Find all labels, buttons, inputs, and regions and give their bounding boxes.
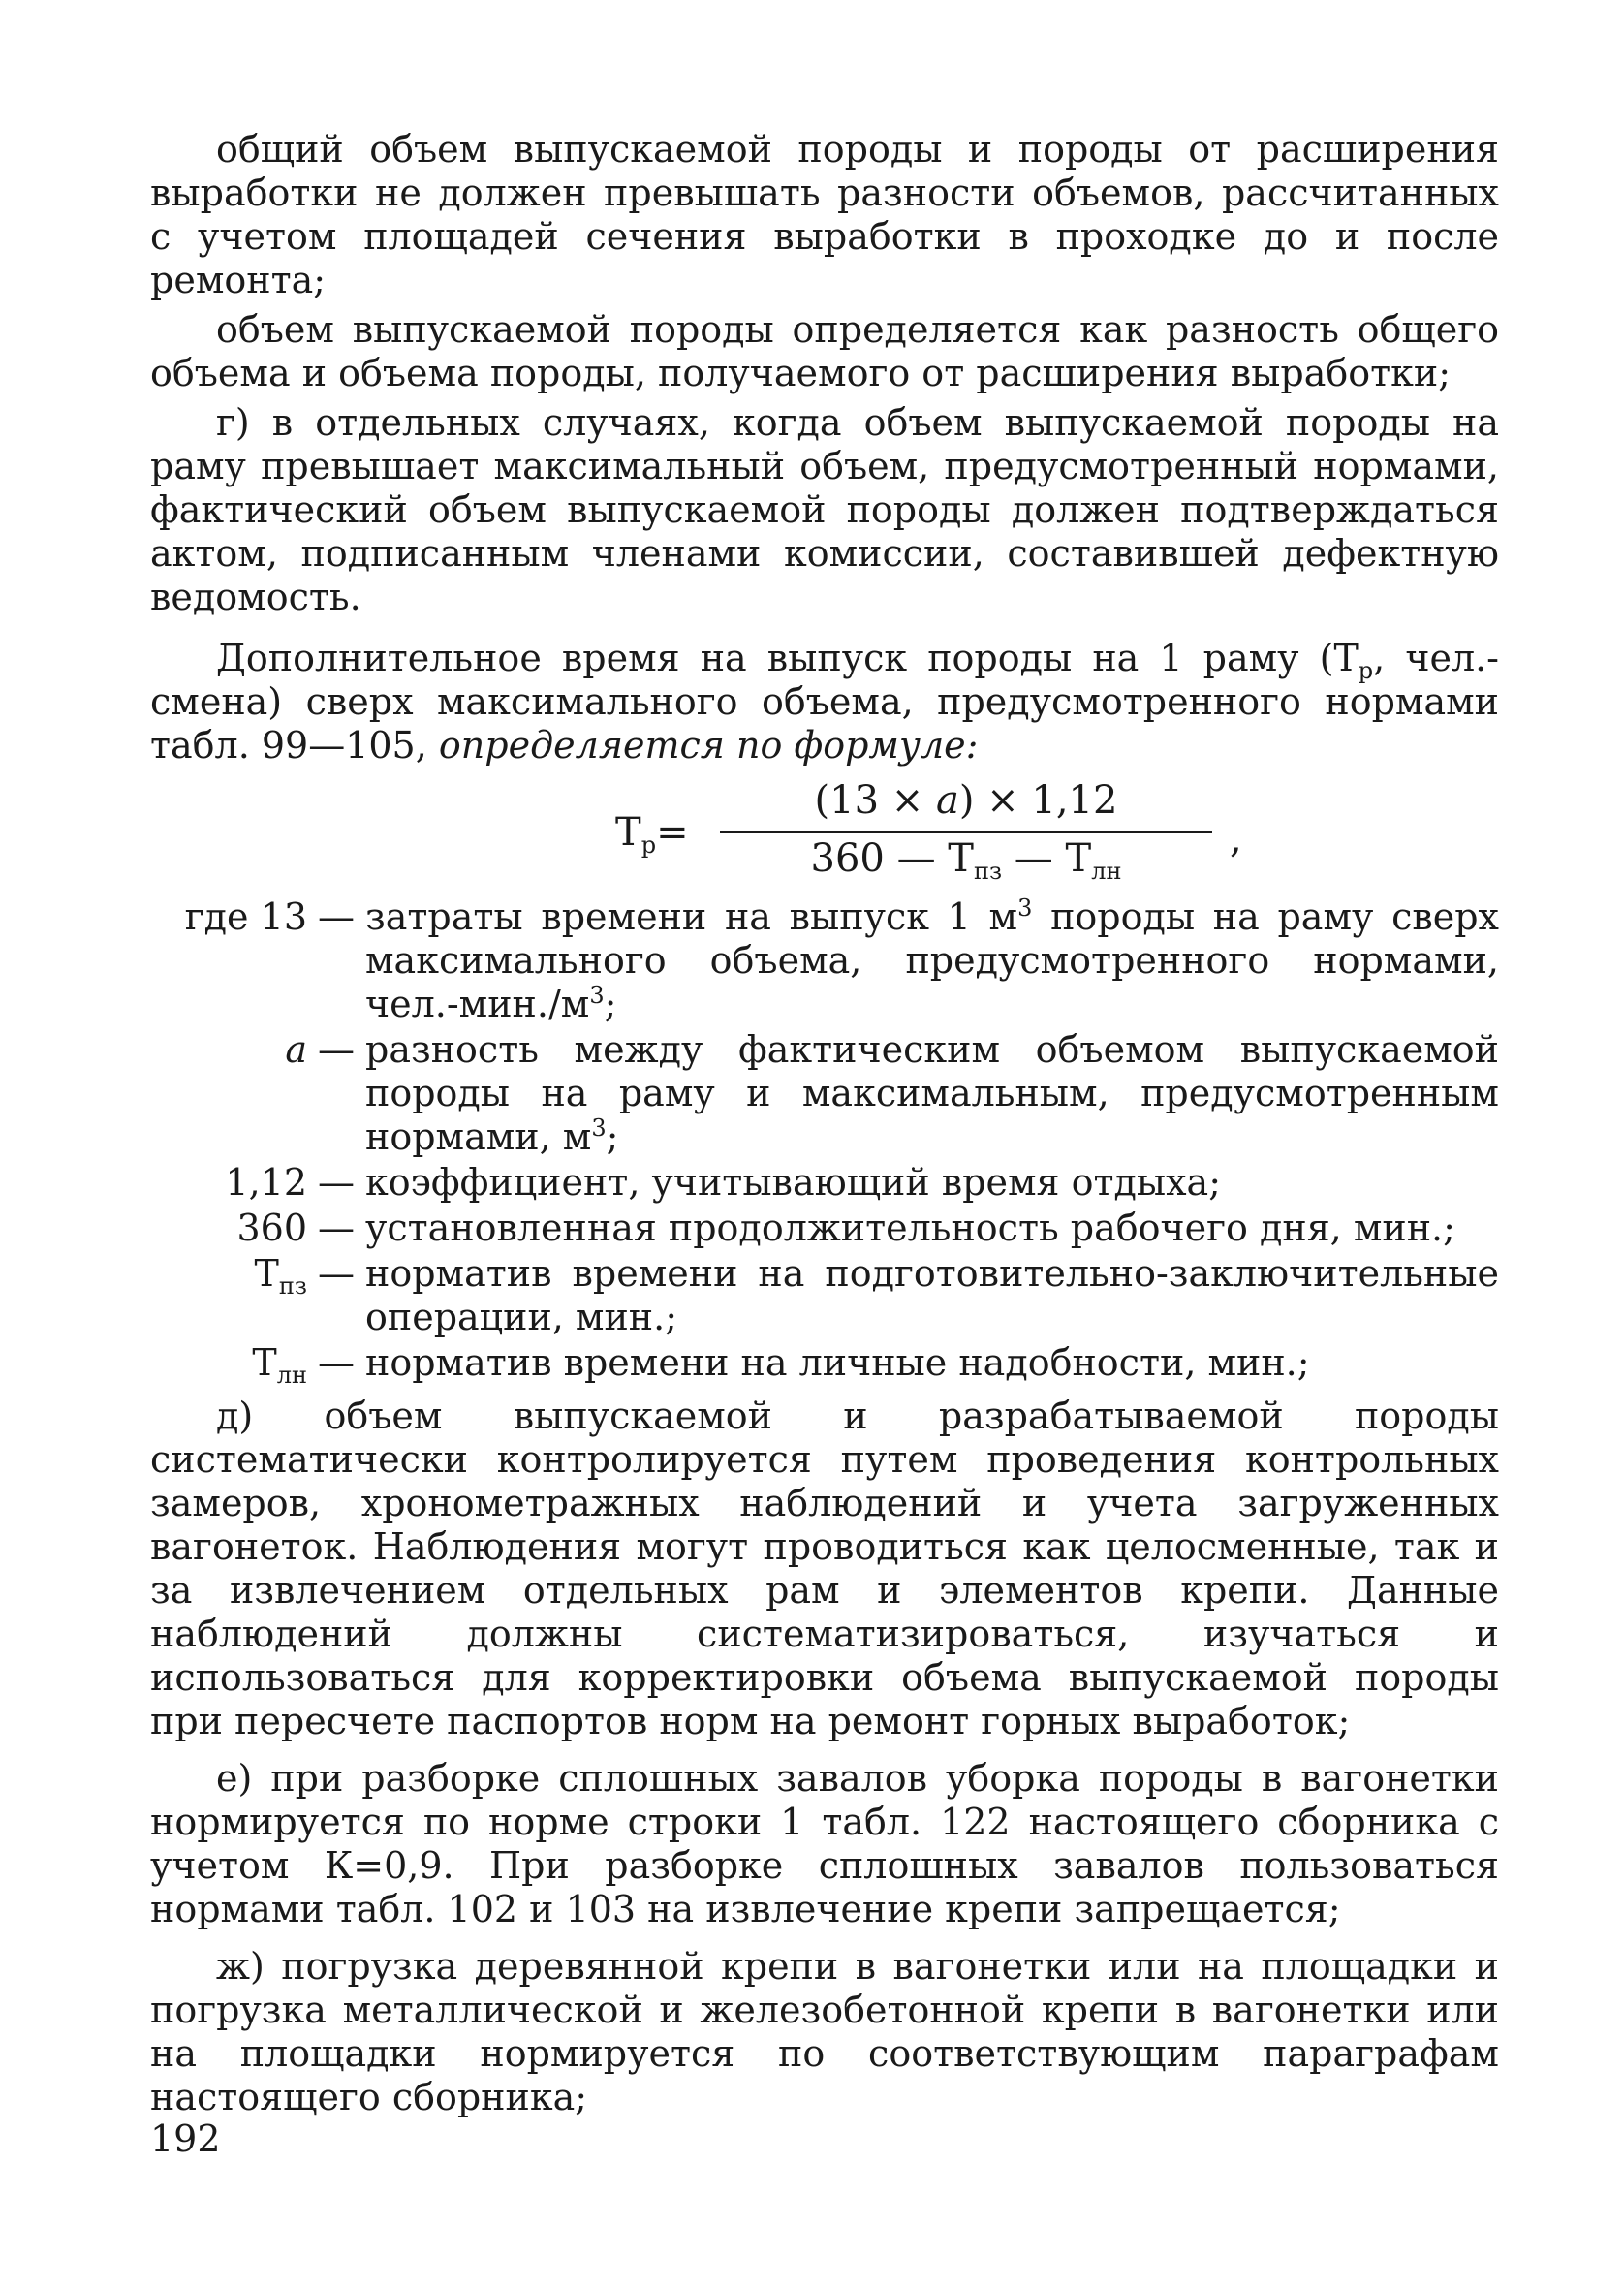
legend-symbol: $Т_{пз}$ [254,1252,307,1300]
paragraph-item-g: г) в отдельных случаях, когда объем выпускаемой породы на раму превышает максимальный объем, предусмотренный нормами, фактический объем выпускаемой породы должен подтверждаться актом, подписанным членами комиссии, составившей дефектную ведомость. [150,401,1499,618]
fraction-bar [720,831,1212,833]
page-number: 192 [150,2117,221,2160]
formula-legend [150,894,1499,1389]
paragraph-volume-definition: объем выпускаемой породы определяется как разность общего объема и объема породы, получаемого от расширения выработки; [150,308,1499,394]
legend-row-13 [150,895,1499,1026]
formula-denominator: 360 — $Т_{пз}$ — $Т_{лн}$ [810,836,1122,885]
formula-tr [150,779,1499,888]
legend-dash: — [318,1161,355,1204]
paragraph-item-d: д) объем выпускаемой и разрабатываемой породы систематически контролируется путем проведения контрольных замеров, хронометражных наблюдений и учета загруженных вагонеток. Наблюдения могут проводиться как целосменные, так и за извлечением отдельных рам и элементов крепи. Данные наблюдений должны систематизироваться, изучаться и использоваться для корректировки объема выпускаемой породы при пересчете паспортов норм на ремонт горных выработок; [150,1395,1499,1742]
legend-symbol: где 13 [184,895,307,938]
legend-dash: — [318,1028,355,1071]
formula-numerator: (13 × a) × 1,12 [814,778,1118,823]
legend-definition: норматив времени на личные надобности, мин.; [365,1341,1310,1384]
legend-dash: — [318,1341,355,1384]
paragraph-item-zh: ж) погрузка деревянной крепи в вагонетки или на площадки и погрузка металлической и железобетонной крепи в вагонетки или на площадки нормируется по соответствующим параграфам настоящего сборника; [150,1945,1499,2118]
legend-symbol: 1,12 [225,1161,307,1204]
legend-definition: коэффициент, учитывающий время отдыха; [365,1161,1221,1204]
legend-row-a [150,1026,1499,1159]
legend-dash: — [318,1207,355,1249]
formula-lhs: $Т_р=$ [615,810,689,859]
legend-symbol: a [285,1028,307,1071]
paragraph-formula-intro: Дополнительное время на выпуск породы на 1 раму ($Т_р$, чел.-смена) сверх максимального объема, предусмотренного нормами табл. 99—105, определяется по формуле: [150,637,1499,767]
legend-definition: затраты времени на выпуск 1 $м^3$ породы на раму сверх максимального объема, предусмотренного нормами, $чел.-мин./м^3$; [365,894,1499,1025]
formula-comma: , [1230,817,1242,862]
paragraph-volume-limit: общий объем выпускаемой породы и породы от расширения выработки не должен превышать разности объемов, рассчитанных с учетом площадей сечения выработки в проходке до и после ремонта; [150,128,1499,301]
text-column [150,128,1499,2119]
legend-dash: — [318,1252,355,1295]
legend-row-360 [150,1205,1499,1250]
legend-row-tln [150,1339,1499,1385]
legend-definition: разность между фактическим объемом выпускаемой породы на раму и максимальным, предусмотренным нормами, $м^3$; [365,1028,1499,1158]
legend-row-1-12 [150,1159,1499,1205]
legend-symbol: 360 [236,1207,307,1249]
legend-dash: — [318,895,355,938]
paragraph-item-e: е) при разборке сплошных завалов уборка породы в вагонетки нормируется по норме строки 1 табл. 122 настоящего сборника с учетом К=0,9. При разборке сплошных завалов пользоваться нормами табл. 102 и 103 на извлечение крепи запрещается; [150,1757,1499,1930]
legend-row-tpz [150,1250,1499,1339]
legend-symbol: $Т_{лн}$ [252,1341,307,1389]
legend-definition: норматив времени на подготовительно-заключительные операции, мин.; [365,1252,1499,1338]
legend-definition: установленная продолжительность рабочего дня, мин.; [365,1207,1455,1249]
